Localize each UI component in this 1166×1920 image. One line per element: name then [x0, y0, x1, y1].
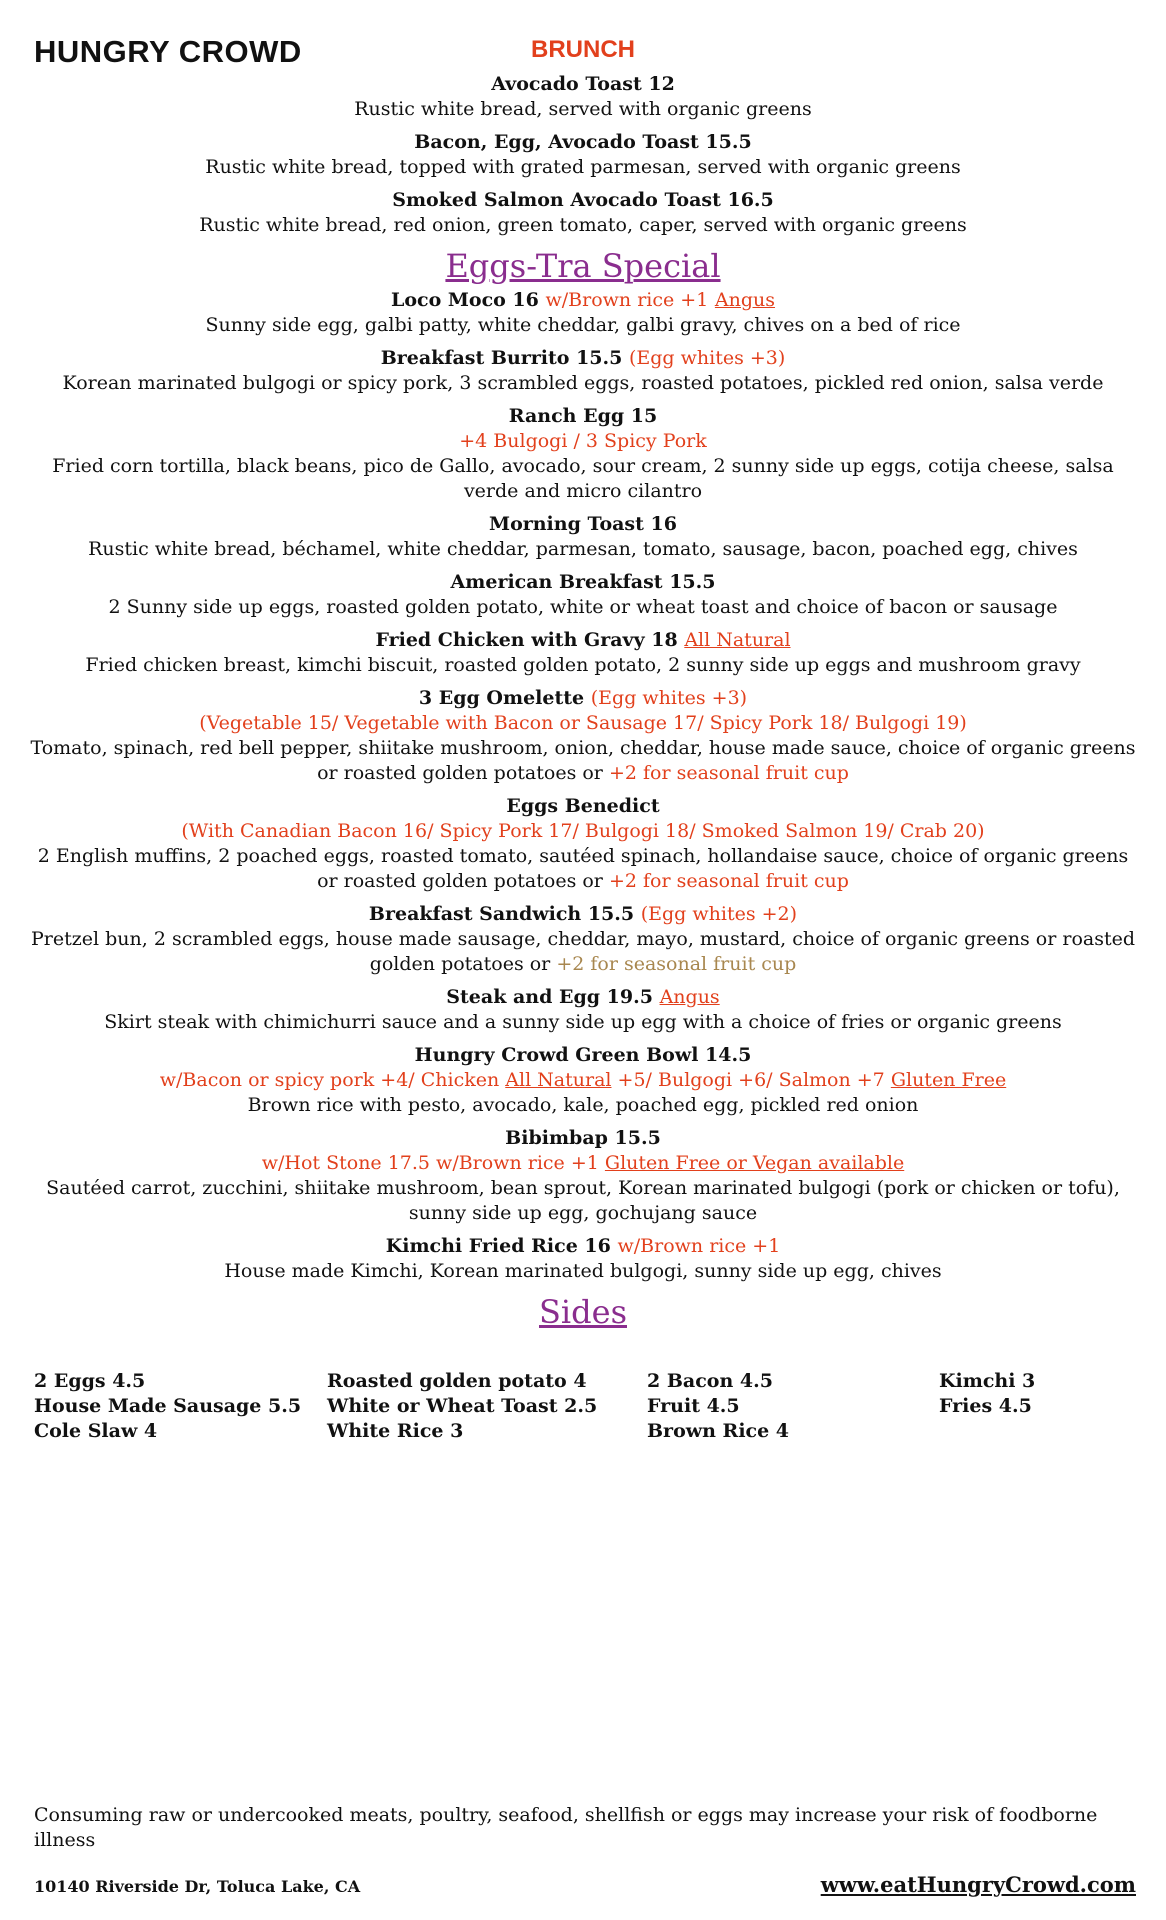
item-name: 3 Egg Omelette — [418, 687, 585, 709]
menu-item — [30, 346, 1136, 396]
menu-item — [30, 570, 1136, 620]
side-item: Fries 4.5 — [939, 1395, 1032, 1417]
menu-item — [30, 794, 1136, 894]
item-description: Sautéed carrot, zucchini, shiitake mushroom, bean sprout, Korean marinated bulgogi (pork or chicken or tofu), sunny side up egg, gochujang sauce — [46, 1177, 1120, 1224]
item-name: Bibimbap 15.5 — [505, 1127, 661, 1149]
menu-list — [30, 72, 1136, 1334]
item-tag: Gluten Free or Vegan available — [604, 1152, 905, 1174]
sides-column — [327, 1369, 647, 1444]
menu-item — [30, 130, 1136, 180]
health-disclaimer: Consuming raw or undercooked meats, poultry, seafood, shellfish or eggs may increase your risk of foodborne illness — [34, 1804, 1098, 1851]
sides-grid — [34, 1369, 1134, 1444]
item-note: w/Brown rice +1 — [545, 289, 709, 311]
side-item: White or Wheat Toast 2.5 — [327, 1395, 598, 1417]
item-note: (Egg whites +3) — [628, 347, 786, 369]
menu-item — [30, 72, 1136, 122]
item-description: Fried chicken breast, kimchi biscuit, roasted golden potato, 2 sunny side up eggs and mushroom gravy — [85, 654, 1081, 676]
side-item: 2 Eggs 4.5 — [34, 1370, 146, 1392]
sides-column — [939, 1369, 1134, 1444]
sides-column — [647, 1369, 939, 1444]
menu-item — [30, 902, 1136, 977]
side-item: Roasted golden potato 4 — [327, 1370, 587, 1392]
item-name: Ranch Egg 15 — [508, 405, 658, 427]
item-description: 2 Sunny side up eggs, roasted golden potato, white or wheat toast and choice of bacon or sausage — [108, 596, 1058, 618]
item-tag: Angus — [714, 289, 776, 311]
item-name: Loco Moco 16 — [390, 289, 539, 311]
menu-item — [30, 1043, 1136, 1118]
menu-item — [30, 628, 1136, 678]
side-item: Brown Rice 4 — [647, 1420, 790, 1442]
side-item: House Made Sausage 5.5 — [34, 1395, 302, 1417]
restaurant-name: HUNGRY CROWD — [34, 34, 302, 69]
item-tag: Angus — [659, 986, 720, 1008]
item-name: Bacon, Egg, Avocado Toast 15.5 — [414, 131, 752, 153]
item-name: Breakfast Burrito 15.5 — [380, 347, 623, 369]
section-title-special: Eggs-Tra Special — [445, 247, 721, 285]
sides-column — [34, 1369, 327, 1444]
item-note: (Egg whites +2) — [640, 903, 798, 925]
item-description: Rustic white bread, red onion, green tomato, caper, served with organic greens — [199, 214, 967, 236]
item-description: Sunny side egg, galbi patty, white cheddar, galbi gravy, chives on a bed of rice — [205, 314, 961, 336]
menu-item — [30, 1126, 1136, 1226]
menu-item — [30, 188, 1136, 238]
menu-item — [30, 288, 1136, 338]
side-item: Fruit 4.5 — [647, 1395, 740, 1417]
side-item: Kimchi 3 — [939, 1370, 1036, 1392]
item-description: Pretzel bun, 2 scrambled eggs, house made sausage, cheddar, mayo, mustard, choice of organic greens or roasted golden potatoes or — [30, 928, 1135, 975]
menu-item — [30, 985, 1136, 1035]
item-name: Steak and Egg 19.5 — [446, 986, 653, 1008]
item-description: Rustic white bread, served with organic greens — [354, 98, 812, 120]
side-item: 2 Bacon 4.5 — [647, 1370, 773, 1392]
item-description: Rustic white bread, topped with grated parmesan, served with organic greens — [205, 156, 961, 178]
item-name: Morning Toast 16 — [489, 513, 677, 535]
item-options: (With Canadian Bacon 16/ Spicy Pork 17/ Bulgogi 18/ Smoked Salmon 19/ Crab 20) — [181, 820, 985, 842]
item-name: Hungry Crowd Green Bowl 14.5 — [414, 1044, 752, 1066]
item-name: Smoked Salmon Avocado Toast 16.5 — [392, 189, 774, 211]
item-note: (Egg whites +3) — [590, 687, 748, 709]
item-note: w/Brown rice +1 — [617, 1235, 781, 1257]
item-description: Brown rice with pesto, avocado, kale, poached egg, pickled red onion — [247, 1094, 919, 1116]
item-description: House made Kimchi, Korean marinated bulgogi, sunny side up egg, chives — [224, 1260, 942, 1282]
item-name: Eggs Benedict — [506, 795, 660, 817]
item-description: Korean marinated bulgogi or spicy pork, 3 scrambled eggs, roasted potatoes, pickled red onion, salsa verde — [62, 372, 1104, 394]
item-name: American Breakfast 15.5 — [450, 571, 716, 593]
item-upsell: +2 for seasonal fruit cup — [608, 870, 849, 892]
restaurant-address: 10140 Riverside Dr, Toluca Lake, CA — [34, 1877, 361, 1896]
menu-item — [30, 404, 1136, 504]
item-name: Avocado Toast 12 — [491, 73, 675, 95]
menu-item — [30, 686, 1136, 786]
menu-item — [30, 1234, 1136, 1284]
item-name: Fried Chicken with Gravy 18 — [375, 629, 678, 651]
item-options: +4 Bulgogi / 3 Spicy Pork — [459, 430, 707, 452]
website-link[interactable]: www.eatHungryCrowd.com — [820, 1872, 1136, 1897]
item-name: Breakfast Sandwich 15.5 — [368, 903, 635, 925]
brunch-heading: BRUNCH — [531, 36, 635, 63]
item-options: (Vegetable 15/ Vegetable with Bacon or Sausage 17/ Spicy Pork 18/ Bulgogi 19) — [199, 712, 967, 734]
item-options: w/Hot Stone 17.5 w/Brown rice +1 — [261, 1152, 599, 1174]
side-item: Cole Slaw 4 — [34, 1420, 158, 1442]
item-description: Tomato, spinach, red bell pepper, shiitake mushroom, onion, cheddar, house made sauce, choice of organic greens or roasted golden potatoes or — [30, 737, 1136, 784]
item-tag: All Natural — [505, 1069, 612, 1091]
item-upsell: +2 for seasonal fruit cup — [608, 762, 849, 784]
item-tag: All Natural — [684, 629, 791, 651]
item-upsell: +2 for seasonal fruit cup — [556, 953, 797, 975]
item-description: 2 English muffins, 2 poached eggs, roasted tomato, sautéed spinach, hollandaise sauce, choice of organic greens or roasted golden potatoes or — [37, 845, 1129, 892]
side-item: White Rice 3 — [327, 1420, 464, 1442]
item-options: +5/ Bulgogi +6/ Salmon +7 — [617, 1069, 885, 1091]
item-tag: Gluten Free — [890, 1069, 1007, 1091]
item-name: Kimchi Fried Rice 16 — [385, 1235, 611, 1257]
section-title-sides: Sides — [539, 1293, 627, 1331]
item-options: w/Bacon or spicy pork +4/ Chicken — [159, 1069, 500, 1091]
item-description: Skirt steak with chimichurri sauce and a sunny side up egg with a choice of fries or organic greens — [104, 1011, 1062, 1033]
item-description: Rustic white bread, béchamel, white cheddar, parmesan, tomato, sausage, bacon, poached egg, chives — [88, 538, 1078, 560]
menu-item — [30, 512, 1136, 562]
item-description: Fried corn tortilla, black beans, pico de Gallo, avocado, sour cream, 2 sunny side up eggs, cotija cheese, salsa verde and micro cilantro — [52, 455, 1114, 502]
